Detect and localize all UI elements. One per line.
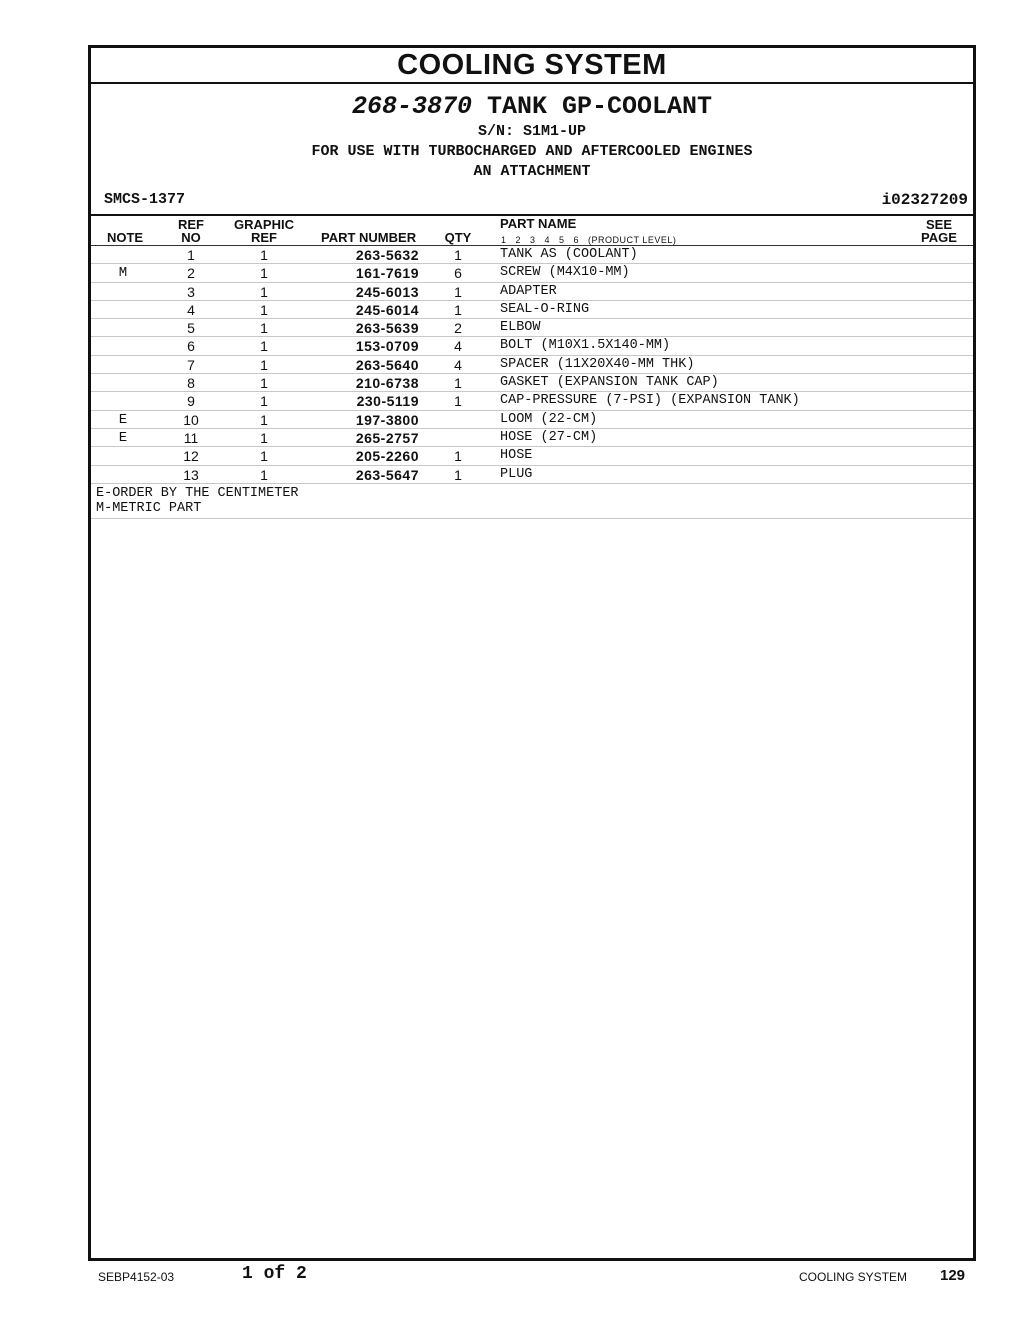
footnote-m: M-METRIC PART [96, 500, 202, 516]
group-number: 268-3870 [351, 92, 472, 121]
row-part-name: ELBOW [500, 320, 541, 336]
row-part-number: 210-6738 [355, 375, 419, 392]
row-part-name: HOSE (27-CM) [500, 429, 598, 445]
row-qty: 4 [454, 356, 462, 373]
row-graphic-ref: 1 [260, 301, 268, 318]
row-ref: 7 [187, 356, 195, 373]
row-part-name: SPACER (11X20X40-MM THK) [500, 356, 695, 372]
group-header [91, 92, 973, 182]
row-qty: 1 [454, 301, 462, 318]
parts-page-frame [88, 45, 976, 1261]
row-qty: 6 [454, 265, 462, 282]
col-product-levels: 1 2 3 4 5 6 (PRODUCT LEVEL) [501, 235, 677, 245]
row-part-name: BOLT (M10X1.5X140-MM) [500, 338, 671, 354]
page-of-count: 1 of 2 [242, 1264, 307, 1284]
row-part-number: 263-5632 [355, 247, 419, 263]
col-note: NOTE [106, 230, 144, 245]
row-graphic-ref: 1 [260, 247, 268, 263]
row-ref: 1 [187, 247, 195, 263]
col-qty: QTY [444, 230, 472, 245]
row-part-number: 161-7619 [355, 265, 419, 282]
table-row [91, 246, 973, 264]
row-part-number: 263-5639 [355, 320, 419, 337]
footnotes [91, 484, 973, 519]
col-ref-top: REF [178, 217, 204, 232]
page-footer [0, 1262, 1020, 1292]
row-ref: 4 [187, 301, 195, 318]
row-part-number: 263-5647 [355, 466, 419, 483]
table-row [91, 392, 973, 410]
row-part-name: TANK AS (COOLANT) [500, 247, 638, 262]
col-ref-bottom: NO [181, 230, 201, 245]
row-graphic-ref: 1 [260, 265, 268, 282]
footer-section-name: COOLING SYSTEM [799, 1270, 908, 1284]
row-part-number: 245-6014 [355, 301, 419, 318]
group-name: TANK GP-COOLANT [487, 92, 713, 121]
row-note: M [118, 265, 128, 282]
row-part-name: CAP-PRESSURE (7-PSI) (EXPANSION TANK) [500, 393, 800, 409]
row-qty: 1 [454, 247, 462, 263]
row-note: E [118, 411, 128, 428]
col-graphic-top: GRAPHIC [234, 217, 294, 232]
row-graphic-ref: 1 [260, 393, 268, 410]
table-row [91, 447, 973, 465]
col-see-top: SEE [925, 217, 952, 232]
attachment-note: AN ATTACHMENT [473, 163, 591, 180]
parts-table-body [91, 246, 973, 484]
row-ref: 13 [183, 466, 199, 483]
row-graphic-ref: 1 [260, 429, 268, 446]
row-ref: 9 [187, 393, 195, 410]
table-header [91, 216, 973, 246]
row-part-number: 263-5640 [355, 356, 419, 373]
row-qty: 4 [454, 338, 462, 355]
row-graphic-ref: 1 [260, 320, 268, 337]
row-part-number: 245-6013 [355, 283, 419, 300]
row-qty: 1 [454, 448, 462, 465]
row-part-name: SCREW (M4X10-MM) [500, 265, 630, 281]
row-part-number: 153-0709 [355, 338, 419, 355]
row-ref: 11 [183, 429, 199, 446]
row-part-number: 197-3800 [355, 411, 419, 428]
row-graphic-ref: 1 [260, 356, 268, 373]
table-row [91, 356, 973, 374]
row-part-name: GASKET (EXPANSION TANK CAP) [500, 375, 719, 391]
illustration-id: i02327209 [881, 191, 968, 209]
row-part-name: HOSE [500, 448, 533, 464]
group-title [91, 92, 973, 122]
row-part-name: SEAL-O-RING [500, 301, 590, 317]
row-note: E [118, 429, 128, 446]
section-title: COOLING SYSTEM [91, 48, 973, 84]
col-graphic-bottom: REF [251, 230, 277, 245]
table-row [91, 411, 973, 429]
col-see-bottom: PAGE [921, 230, 957, 245]
row-part-number: 265-2757 [355, 429, 419, 446]
table-row [91, 283, 973, 301]
col-part-name: PART NAME [500, 216, 577, 231]
table-row [91, 264, 973, 282]
row-qty: 1 [454, 393, 462, 410]
row-graphic-ref: 1 [260, 466, 268, 483]
table-row [91, 319, 973, 337]
footnote-e: E-ORDER BY THE CENTIMETER [96, 485, 299, 501]
row-qty: 1 [454, 283, 462, 300]
table-row [91, 429, 973, 447]
row-graphic-ref: 1 [260, 338, 268, 355]
row-ref: 6 [187, 338, 195, 355]
row-part-name: PLUG [500, 466, 533, 482]
table-row [91, 466, 973, 484]
row-graphic-ref: 1 [260, 283, 268, 300]
table-row [91, 374, 973, 392]
serial-range: S/N: S1M1-UP [477, 123, 587, 140]
row-ref: 5 [187, 320, 195, 337]
row-qty: 1 [454, 466, 462, 483]
row-ref: 8 [187, 375, 195, 392]
row-part-number: 205-2260 [355, 448, 419, 465]
row-part-number: 230-5119 [356, 393, 419, 410]
row-graphic-ref: 1 [260, 448, 268, 465]
row-ref: 10 [183, 411, 199, 428]
row-ref: 12 [183, 448, 199, 465]
row-part-name: ADAPTER [500, 283, 557, 299]
row-ref: 3 [187, 283, 195, 300]
row-graphic-ref: 1 [260, 411, 268, 428]
row-qty: 2 [454, 320, 462, 337]
code-bar [91, 188, 973, 216]
col-part-number: PART NUMBER [321, 230, 417, 245]
row-graphic-ref: 1 [260, 375, 268, 392]
row-qty: 1 [454, 375, 462, 392]
document-number: SEBP4152-03 [98, 1270, 175, 1284]
table-row [91, 337, 973, 355]
smcs-code: SMCS-1377 [104, 191, 186, 208]
table-row [91, 301, 973, 319]
page-number: 129 [940, 1267, 966, 1284]
usage-note: FOR USE WITH TURBOCHARGED AND AFTERCOOLED ENGINES [311, 143, 753, 160]
row-ref: 2 [187, 265, 195, 282]
row-part-name: LOOM (22-CM) [500, 411, 598, 427]
